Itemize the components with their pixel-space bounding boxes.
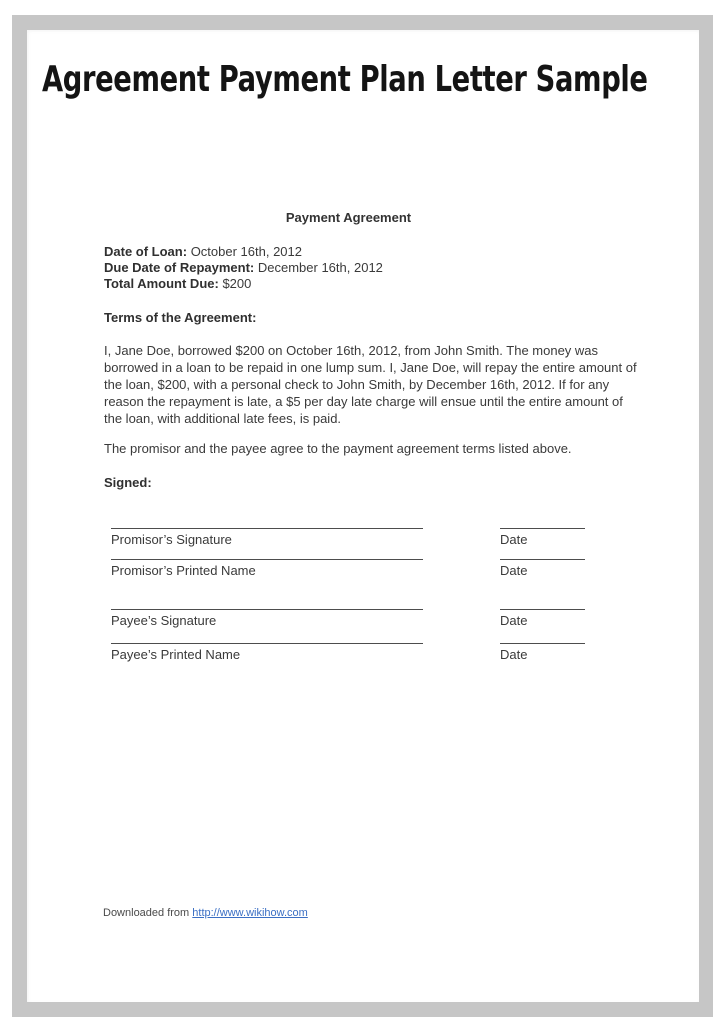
meta-line-date-of-loan [104, 244, 383, 260]
date-label: Date [500, 532, 528, 547]
meta-label: Date of Loan: [104, 244, 188, 259]
meta-line-due-date [104, 260, 383, 276]
signature-label: Promisor’s Printed Name [111, 563, 256, 578]
loan-meta-block [104, 244, 383, 292]
meta-label: Due Date of Repayment: [104, 260, 255, 275]
signature-field [111, 643, 423, 662]
date-label: Date [500, 647, 528, 662]
wikihow-link[interactable]: http://www.wikihow.com [192, 907, 308, 919]
meta-value: October 16th, 2012 [190, 244, 302, 259]
date-field [500, 528, 585, 547]
date-label: Date [500, 563, 528, 578]
signature-label: Payee’s Signature [111, 613, 217, 628]
signature-row-payee-printed-name [111, 643, 671, 673]
signature-field [111, 609, 423, 628]
date-field [500, 609, 585, 628]
meta-label: Total Amount Due: [104, 276, 219, 291]
signature-label: Promisor’s Signature [111, 532, 232, 547]
meta-value: December 16th, 2012 [257, 260, 383, 275]
date-label: Date [500, 613, 528, 628]
signature-field [111, 528, 423, 547]
signed-heading: Signed: [104, 475, 152, 490]
signature-row-payee-signature [111, 609, 671, 639]
page-title: Agreement Payment Plan Letter Sample [42, 59, 648, 100]
document-heading: Payment Agreement [285, 210, 412, 225]
signature-field [111, 559, 423, 578]
agreement-statement: The promisor and the payee agree to the payment agreement terms listed above. [104, 441, 572, 456]
date-field [500, 643, 585, 662]
meta-line-total-due [104, 276, 383, 292]
date-field [500, 559, 585, 578]
terms-paragraph: I, Jane Doe, borrowed $200 on October 16th, 2012, from John Smith. The money was borrowed in a loan to be repaid in one lump sum. I, Jane Doe, will repay the entire amount of the loan, $200, with a personal check to John Smith, by December 16th, 2012. If for any reason the repayment is late, a $5 per day late charge will ensue until the entire amount of the loan, with additional late fees, is paid. [104, 343, 637, 426]
download-footer [103, 907, 308, 920]
document-page [27, 30, 699, 1002]
terms-heading: Terms of the Agreement: [104, 310, 257, 325]
footer-text: Downloaded from [103, 907, 193, 919]
meta-value: $200 [222, 276, 252, 291]
signature-row-promisor-printed-name [111, 559, 671, 589]
signature-row-promisor-signature [111, 528, 671, 558]
signature-label: Payee’s Printed Name [111, 647, 241, 662]
